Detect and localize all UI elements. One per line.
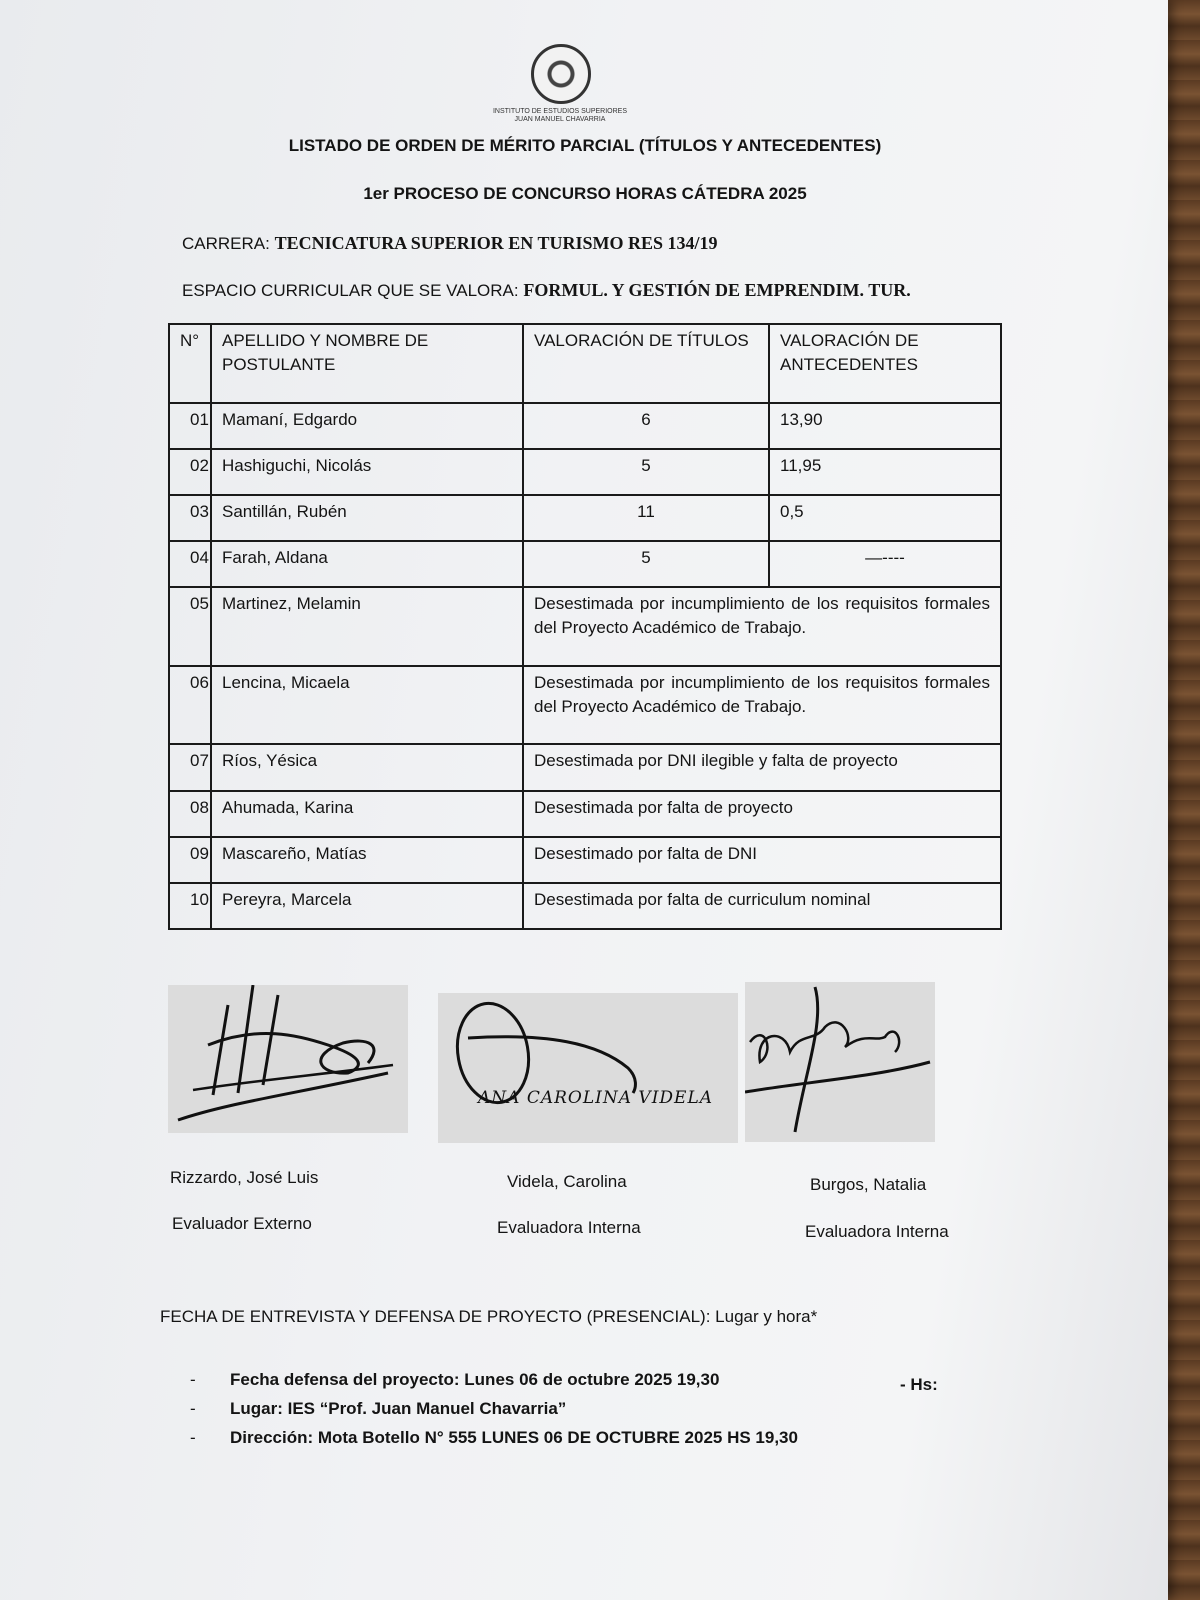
applicant-name: Lencina, Micaela [211, 666, 523, 745]
header-name: APELLIDO Y NOMBRE DE POSTULANTE [211, 324, 523, 403]
row-number: 07 [169, 744, 211, 790]
item-text: Fecha defensa del proyecto: Lunes 06 de octubre 2025 19,30 [230, 1370, 720, 1389]
applicant-name: Hashiguchi, Nicolás [211, 449, 523, 495]
rejection-note: Desestimada por falta de curriculum nominal [523, 883, 1001, 929]
table-row [169, 403, 1001, 449]
table-row [169, 837, 1001, 883]
espacio-value: FORMUL. Y GESTIÓN DE EMPRENDIM. TUR. [523, 280, 911, 300]
row-number: 10 [169, 883, 211, 929]
applicant-name: Pereyra, Marcela [211, 883, 523, 929]
table-row [169, 666, 1001, 745]
applicant-name: Farah, Aldana [211, 541, 523, 587]
carrera-value: TECNICATURA SUPERIOR EN TURISMO RES 134/19 [274, 233, 718, 253]
merit-table [168, 323, 1002, 930]
header-titulos: VALORACIÓN DE TÍTULOS [523, 324, 769, 403]
table-row [169, 449, 1001, 495]
row-number: 02 [169, 449, 211, 495]
antecedentes-score: 11,95 [769, 449, 1001, 495]
schedule-heading: FECHA DE ENTREVISTA Y DEFENSA DE PROYECTO (PRESENCIAL): Lugar y hora* [160, 1307, 818, 1326]
signature-rizzardo [168, 985, 408, 1133]
row-number: 03 [169, 495, 211, 541]
antecedentes-score: —---- [769, 541, 1001, 587]
header-antecedentes: VALORACIÓN DE ANTECEDENTES [769, 324, 1001, 403]
item-text: Lugar: IES “Prof. Juan Manuel Chavarria” [230, 1399, 567, 1418]
row-number: 04 [169, 541, 211, 587]
signer-3-name: Burgos, Natalia [810, 1175, 927, 1194]
bullet-dash: - [190, 1370, 196, 1389]
signer-3-role: Evaluadora Interna [805, 1222, 949, 1241]
table-row [169, 883, 1001, 929]
espacio-label: ESPACIO CURRICULAR QUE SE VALORA: [182, 281, 519, 300]
table-header-row [169, 324, 1001, 403]
titulos-score: 11 [523, 495, 769, 541]
list-item [190, 1365, 750, 1394]
row-number: 09 [169, 837, 211, 883]
row-number: 05 [169, 587, 211, 666]
applicant-name: Martinez, Melamin [211, 587, 523, 666]
antecedentes-score: 13,90 [769, 403, 1001, 449]
signer-2-role: Evaluadora Interna [497, 1218, 641, 1237]
bullet-dash: - [190, 1399, 196, 1418]
hs-label: - Hs: [900, 1375, 938, 1394]
signature-videla [438, 993, 738, 1143]
applicant-name: Ríos, Yésica [211, 744, 523, 790]
institution-seal-icon [531, 44, 591, 104]
item-text: Dirección: Mota Botello N° 555 LUNES 06 DE OCTUBRE 2025 HS 19,30 [230, 1428, 798, 1447]
table-row [169, 791, 1001, 837]
table-row [169, 541, 1001, 587]
signature-scribble-icon [168, 985, 408, 1133]
handwritten-name: ANA CAROLINA VIDELA [478, 1088, 714, 1108]
titulos-score: 6 [523, 403, 769, 449]
carrera-label: CARRERA: [182, 234, 270, 253]
row-number: 01 [169, 403, 211, 449]
list-item [190, 1394, 980, 1423]
schedule-list [190, 1365, 980, 1452]
signer-1-role: Evaluador Externo [172, 1214, 312, 1233]
titulos-score: 5 [523, 449, 769, 495]
carrera-field [182, 233, 718, 254]
applicant-name: Mascareño, Matías [211, 837, 523, 883]
row-number: 06 [169, 666, 211, 745]
document-subtitle: 1er PROCESO DE CONCURSO HORAS CÁTEDRA 2025 [363, 184, 807, 203]
signature-scribble-icon [438, 993, 738, 1143]
signature-burgos [745, 982, 935, 1142]
rejection-note: Desestimada por DNI ilegible y falta de proyecto [523, 744, 1001, 790]
table-row [169, 744, 1001, 790]
signer-1-name: Rizzardo, José Luis [170, 1168, 319, 1187]
document-title: LISTADO DE ORDEN DE MÉRITO PARCIAL (TÍTULOS Y ANTECEDENTES) [288, 136, 882, 155]
institution-name-line2: JUAN MANUEL CHAVARRIA [514, 116, 606, 123]
applicant-name: Ahumada, Karina [211, 791, 523, 837]
titulos-score: 5 [523, 541, 769, 587]
rejection-note: Desestimada por falta de proyecto [523, 791, 1001, 837]
applicant-name: Mamaní, Edgardo [211, 403, 523, 449]
espacio-curricular-field [182, 280, 911, 301]
rejection-note: Desestimada por incumplimiento de los requisitos formales del Proyecto Académico de Trabajo. [523, 587, 1001, 666]
rejection-note: Desestimado por falta de DNI [523, 837, 1001, 883]
signer-2-name: Videla, Carolina [507, 1172, 627, 1191]
institution-name-line1: INSTITUTO DE ESTUDIOS SUPERIORES [492, 108, 628, 115]
list-item [190, 1423, 980, 1452]
bullet-dash: - [190, 1428, 196, 1447]
row-number: 08 [169, 791, 211, 837]
antecedentes-score: 0,5 [769, 495, 1001, 541]
header-num: N° [169, 324, 211, 403]
rejection-note: Desestimada por incumplimiento de los requisitos formales del Proyecto Académico de Trabajo. [523, 666, 1001, 745]
signature-scribble-icon [745, 982, 935, 1142]
table-row [169, 495, 1001, 541]
table-row [169, 587, 1001, 666]
institution-name [440, 108, 680, 124]
applicant-name: Santillán, Rubén [211, 495, 523, 541]
